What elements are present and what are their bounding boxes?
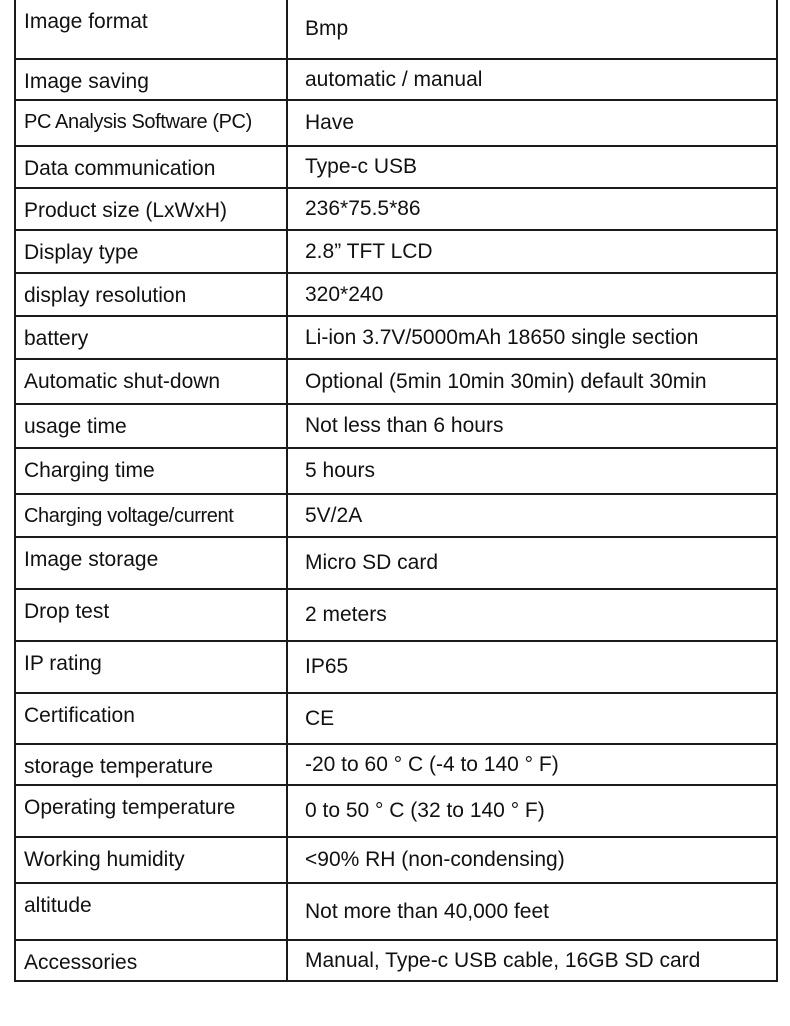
table-row	[15, 404, 777, 448]
spec-value: Optional (5min 10min 30min) default 30min	[287, 359, 777, 404]
table-row	[15, 837, 777, 883]
table-row	[15, 883, 777, 940]
table-row	[15, 316, 777, 359]
spec-label: PC Analysis Software (PC)	[15, 100, 287, 146]
table-row	[15, 230, 777, 273]
spec-label: Display type	[15, 230, 287, 273]
spec-label: usage time	[15, 404, 287, 448]
spec-label: display resolution	[15, 273, 287, 316]
spec-label: battery	[15, 316, 287, 359]
spec-label: Product size (LxWxH)	[15, 188, 287, 230]
spec-value: Have	[287, 100, 777, 146]
spec-label: altitude	[15, 883, 287, 940]
table-row	[15, 188, 777, 230]
spec-value: Micro SD card	[287, 537, 777, 589]
spec-value: Bmp	[287, 0, 777, 59]
spec-label: Drop test	[15, 589, 287, 641]
table-row	[15, 589, 777, 641]
table-row	[15, 744, 777, 785]
table-row	[15, 448, 777, 494]
spec-label: Image storage	[15, 537, 287, 589]
spec-value: IP65	[287, 641, 777, 693]
spec-value: 320*240	[287, 273, 777, 316]
table-row	[15, 273, 777, 316]
spec-label: Charging time	[15, 448, 287, 494]
spec-value: Type-c USB	[287, 146, 777, 188]
spec-label: Image format	[15, 0, 287, 59]
table-row	[15, 59, 777, 100]
spec-label: storage temperature	[15, 744, 287, 785]
table-row	[15, 100, 777, 146]
spec-value: Not less than 6 hours	[287, 404, 777, 448]
table-row	[15, 537, 777, 589]
table-row	[15, 785, 777, 837]
spec-label: Charging voltage/current	[15, 494, 287, 537]
spec-label: Certification	[15, 693, 287, 744]
spec-value: Not more than 40,000 feet	[287, 883, 777, 940]
spec-value: 2.8” TFT LCD	[287, 230, 777, 273]
table-row	[15, 641, 777, 693]
table-row	[15, 146, 777, 188]
spec-value: 5 hours	[287, 448, 777, 494]
table-row	[15, 693, 777, 744]
spec-value: -20 to 60 ° C (-4 to 140 ° F)	[287, 744, 777, 785]
spec-value: 5V/2A	[287, 494, 777, 537]
table-row	[15, 494, 777, 537]
spec-value: automatic / manual	[287, 59, 777, 100]
spec-label: IP rating	[15, 641, 287, 693]
spec-value: 236*75.5*86	[287, 188, 777, 230]
spec-label: Accessories	[15, 940, 287, 981]
spec-label: Automatic shut-down	[15, 359, 287, 404]
table-row	[15, 359, 777, 404]
spec-label: Operating temperature	[15, 785, 287, 837]
spec-value: Li-ion 3.7V/5000mAh 18650 single section	[287, 316, 777, 359]
spec-label: Working humidity	[15, 837, 287, 883]
table-row	[15, 940, 777, 981]
spec-label: Image saving	[15, 59, 287, 100]
spec-label: Data communication	[15, 146, 287, 188]
spec-value: CE	[287, 693, 777, 744]
spec-value: <90% RH (non-condensing)	[287, 837, 777, 883]
spec-value: Manual, Type-c USB cable, 16GB SD card	[287, 940, 777, 981]
spec-value: 0 to 50 ° C (32 to 140 ° F)	[287, 785, 777, 837]
table-row	[15, 0, 777, 59]
spec-table	[14, 0, 778, 982]
spec-value: 2 meters	[287, 589, 777, 641]
